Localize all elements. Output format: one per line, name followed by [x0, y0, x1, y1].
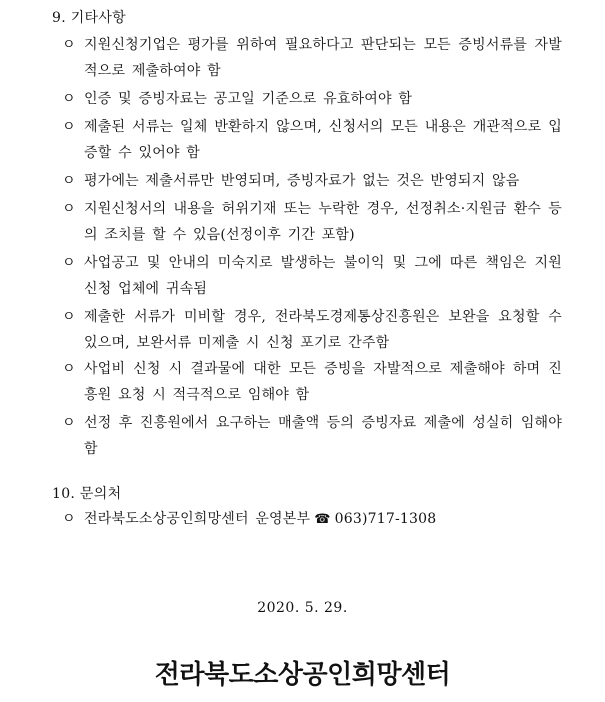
bullet-icon: ㅇ — [62, 119, 76, 135]
list-item-text: 제출한 서류가 미비할 경우, 전라북도경제통상진흥원은 보완을 요청할 수 있으며, 보완서류 미제출 시 신청 포기로 간주함 — [84, 309, 562, 351]
list-item-text: 평가에는 제출서류만 반영되며, 증빙자료가 없는 것은 반영되지 않음 — [84, 173, 520, 189]
list-item — [62, 86, 562, 112]
list-item-text: 인증 및 증빙자료는 공고일 기준으로 유효하여야 함 — [84, 91, 413, 107]
list-item — [62, 168, 562, 194]
document-date: 2020. 5. 29. — [257, 600, 348, 616]
list-item — [62, 250, 562, 302]
list-item-text: 지원신청서의 내용을 허위기재 또는 누락한 경우, 선정취소·지원금 환수 등의 조치를 할 수 있음(선정이후 기간 포함) — [84, 201, 562, 243]
bullet-icon: ㅇ — [62, 309, 76, 325]
bullet-icon: ㅇ — [62, 415, 76, 431]
bullet-icon: ㅇ — [62, 255, 76, 271]
list-item-text: 선정 후 진흥원에서 요구하는 매출액 등의 증빙자료 제출에 성실히 임해야 함 — [84, 415, 562, 457]
list-item — [62, 356, 562, 408]
bullet-icon: ㅇ — [62, 91, 76, 107]
contact-line — [62, 508, 436, 531]
section-10-title: 10. 문의처 — [52, 486, 122, 502]
contact-org: 전라북도소상공인희망센터 운영본부 — [84, 511, 311, 527]
list-item — [62, 32, 562, 84]
issuer-name: 전라북도소상공인희망센터 — [154, 660, 451, 690]
list-item — [62, 114, 562, 166]
list-item — [62, 304, 562, 356]
list-item-text: 사업공고 및 안내의 미숙지로 발생하는 불이익 및 그에 따른 책임은 지원신청 업체에 귀속됨 — [84, 255, 562, 297]
list-item-text: 제출된 서류는 일체 반환하지 않으며, 신청서의 모든 내용은 개관적으로 입증할 수 있어야 함 — [84, 119, 562, 161]
bullet-icon: ㅇ — [62, 173, 76, 189]
contact-text — [84, 508, 436, 531]
section-9-title: 9. 기타사항 — [52, 10, 127, 26]
bullet-icon: ㅇ — [62, 511, 76, 527]
list-item-text: 사업비 신청 시 결과물에 대한 모든 증빙을 자발적으로 제출해야 하며 진흥원 요청 시 적극적으로 임해야 함 — [84, 361, 562, 403]
list-item-text: 지원신청기업은 평가를 위하여 필요하다고 판단되는 모든 증빙서류를 자발적으로 제출하여야 함 — [84, 37, 562, 79]
bullet-icon: ㅇ — [62, 201, 76, 217]
phone-icon: ☎ — [314, 512, 331, 527]
list-item — [62, 196, 562, 248]
bullet-icon: ㅇ — [62, 37, 76, 53]
contact-phone: 063)717-1308 — [334, 511, 437, 527]
bullet-icon: ㅇ — [62, 361, 76, 377]
list-item — [62, 410, 562, 462]
